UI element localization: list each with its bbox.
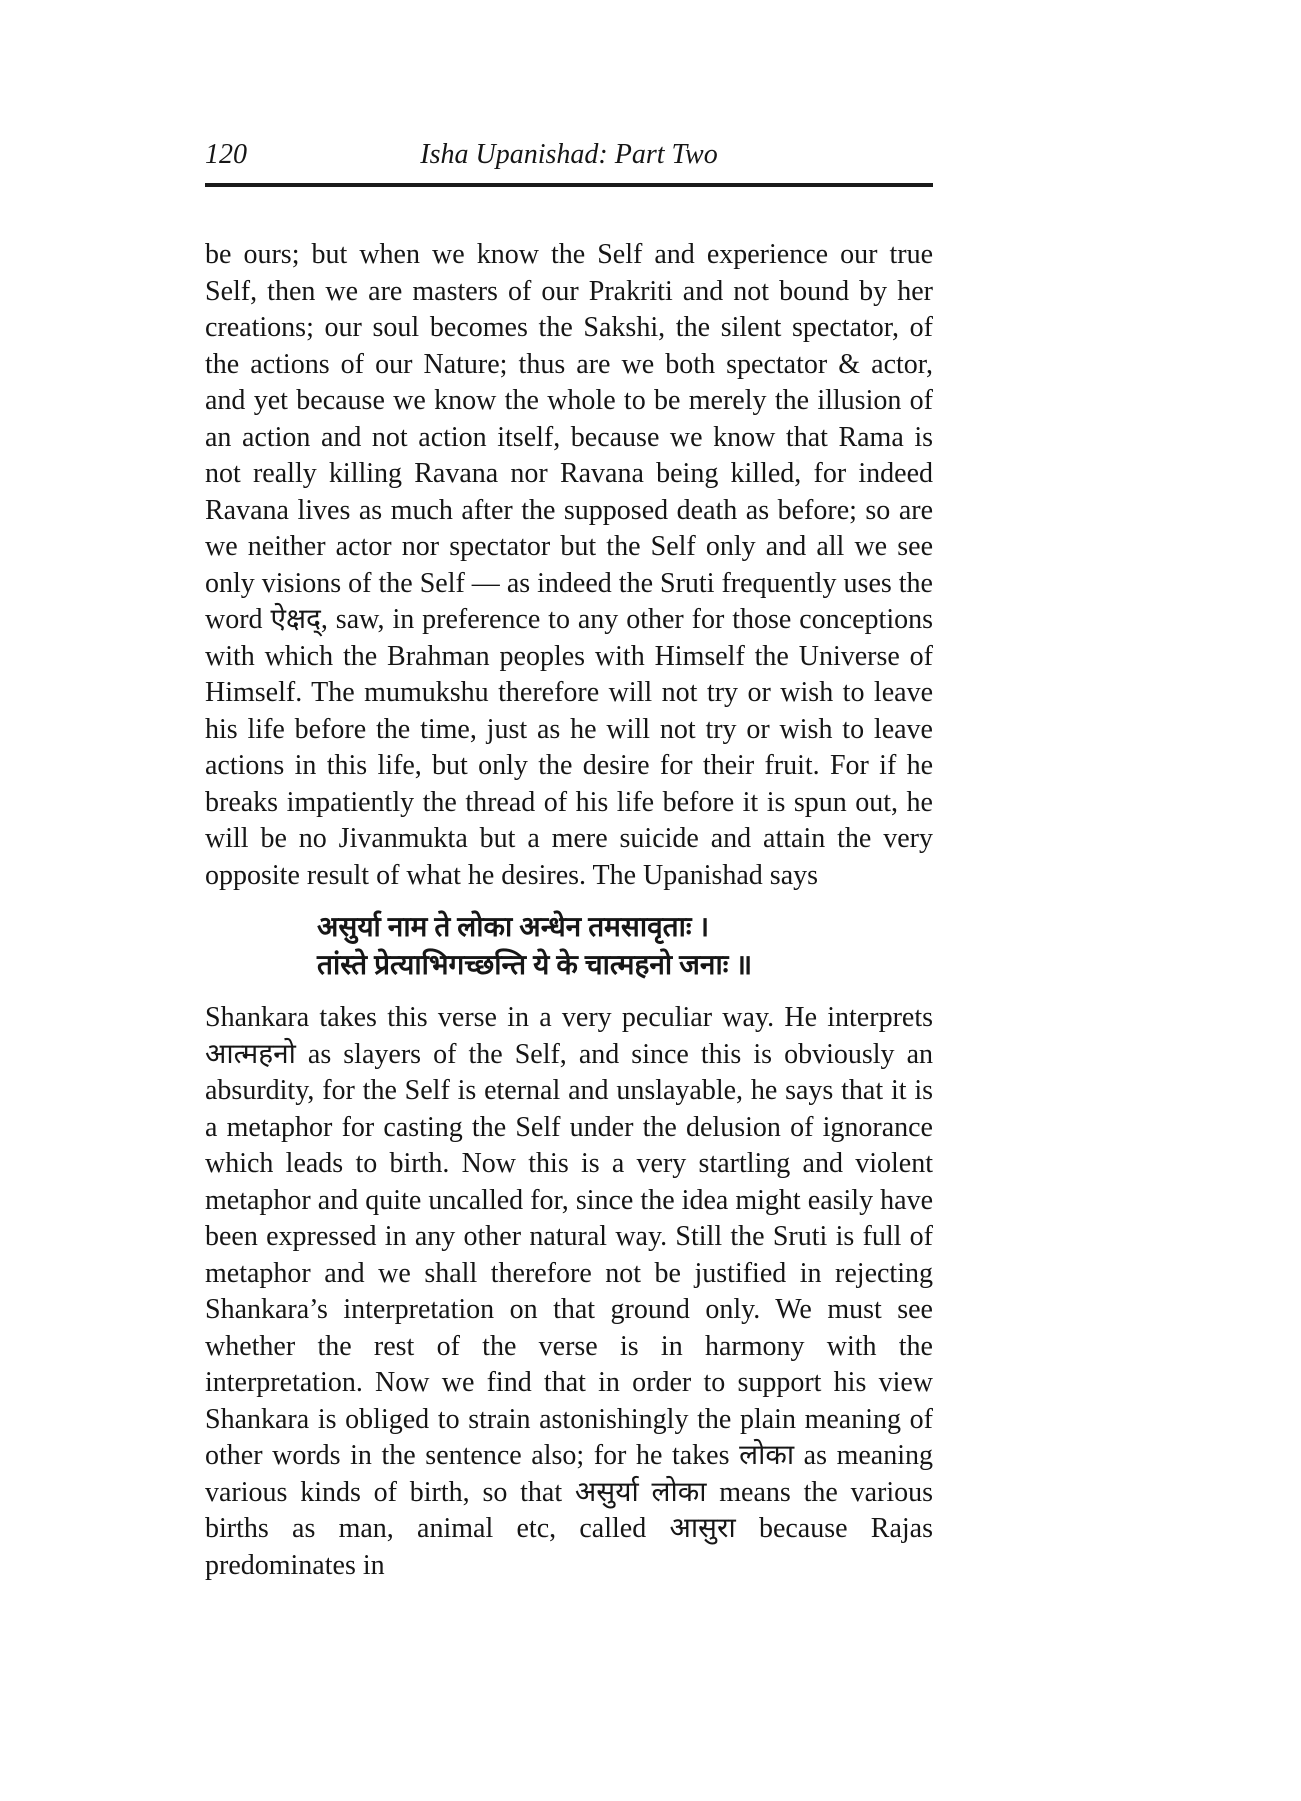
running-title: Isha Upanishad: Part Two [420,139,718,170]
page-number: 120 [205,139,247,170]
header-rule [205,183,933,187]
paragraph-2: Shankara takes this verse in a very peculiar way. He interprets आत्महनो as slayers of the Self, and since this is obviously an absurdity, for the Self is eternal and unslayable, he says that it is a metaphor for casting the Self under the delusion of ignorance which leads to birth. Now this is a very startling and violent metaphor and quite uncalled for, since the idea might easily have been expressed in any other natural way. Still the Sruti is full of metaphor and we shall therefore not be justified in rejecting Shankara’s interpretation on that ground only. We must see whether the rest of the verse is in harmony with the interpretation. Now we find that in order to support his view Shankara is obliged to strain astonishingly the plain meaning of other words in the sentence also; for he takes लोका as meaning various kinds of birth, so that असुर्या लोका means the various births as man, animal etc, called आसुरा because Rajas predominates in [205,1002,933,1581]
sanskrit-verse [317,909,933,985]
text-block [205,237,933,1584]
paragraph-1: be ours; but when we know the Self and experience our true Self, then we are masters of our Prakriti and not bound by her creations; our soul becomes the Sakshi, the silent spectator, of the actions of our Nature; thus are we both spectator & actor, and yet because we know the whole to be merely the illusion of an action and not action itself, because we know that Rama is not really killing Ravana nor Ravana being killed, for indeed Ravana lives as much after the supposed death as before; so are we neither actor nor spectator but the Self only and all we see only visions of the Self — as indeed the Sruti frequently uses the word ऐक्षद्, saw, in preference to any other for those conceptions with which the Brahman peoples with Himself the Universe of Himself. The mumukshu therefore will not try or wish to leave his life before the time, just as he will not try or wish to leave actions in this life, but only the desire for their fruit. For if he breaks impatiently the thread of his life before it is spun out, he will be no Jivanmukta but a mere suicide and attain the very opposite result of what he desires. The Upanishad says [205,239,933,891]
verse-line-1: असुर्या नाम ते लोका अन्धेन तमसावृताः । [317,912,710,943]
page-header [205,139,933,175]
verse-line-2: तांस्ते प्रेत्याभिगच्छन्ति ये के चात्महनो जनाः ॥ [317,950,753,981]
